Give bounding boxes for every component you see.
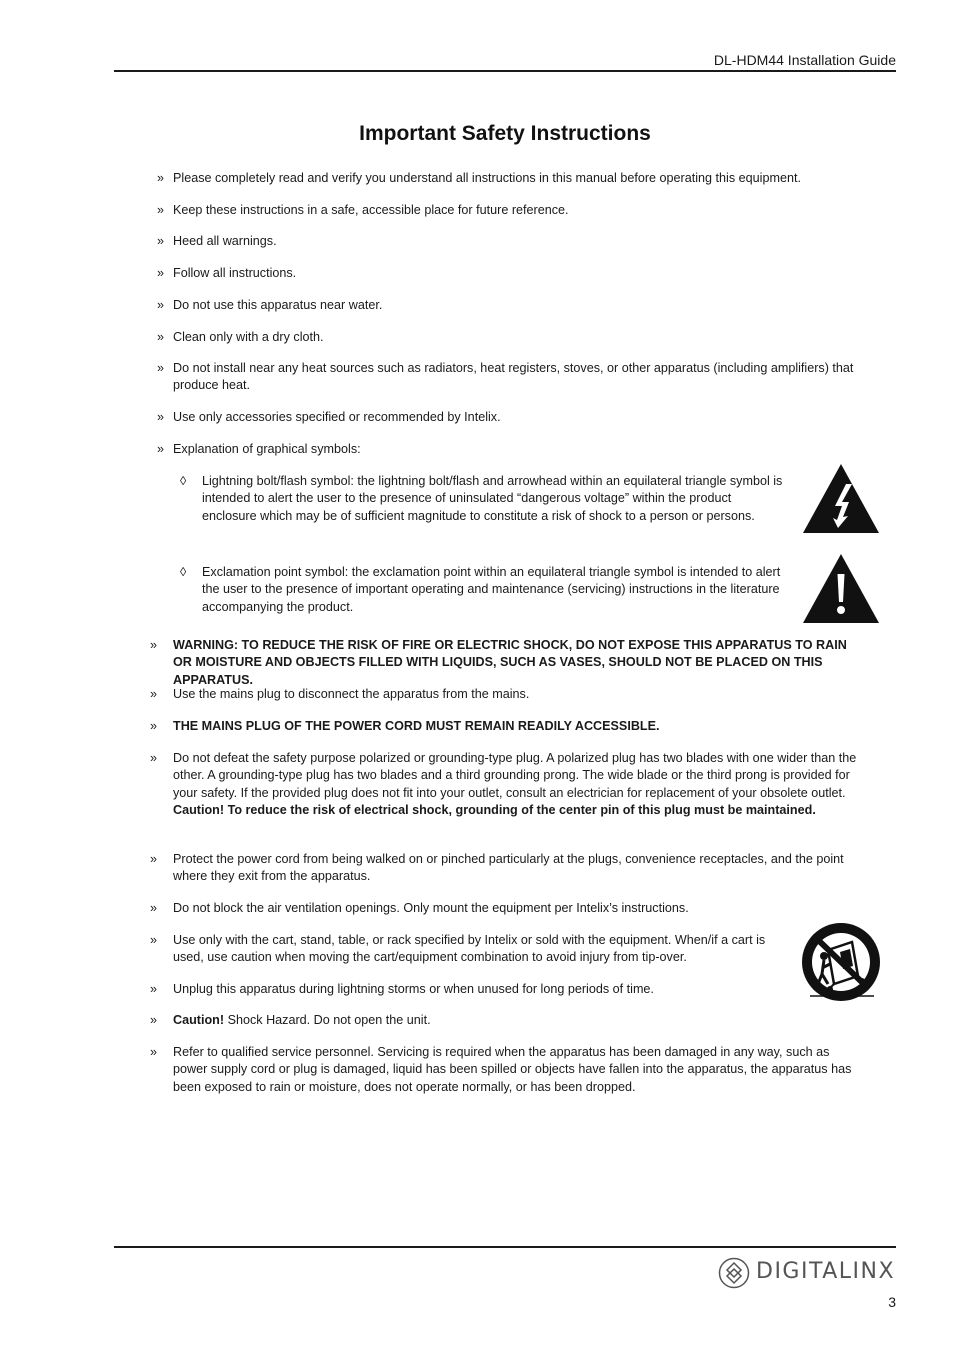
bullet: » — [157, 203, 165, 217]
bullet: » — [150, 751, 158, 765]
fire-shock-warning: WARNING: TO REDUCE THE RISK OF FIRE OR ELECTRIC SHOCK, DO NOT EXPOSE THIS APPARATUS TO RAIN OR MOISTURE AND OBJECTS FILLED WITH LIQUIDS, SUCH AS VASES, SHOULD NOT BE PLACED ON THIS APPARATUS. — [173, 638, 847, 687]
polarized-plug-caution: Caution! To reduce the risk of electrical shock, grounding of the center pin of this plug must be maintained. — [173, 803, 816, 818]
bullet: » — [157, 442, 165, 456]
bullet: » — [150, 1045, 158, 1059]
brand-mark-icon — [718, 1257, 750, 1289]
shock-caution-label: Caution! — [173, 1013, 225, 1027]
exclamation-warning-icon — [802, 552, 880, 624]
bullet: » — [150, 852, 158, 866]
digitalinx-logo — [718, 1256, 898, 1290]
list-item: Use the mains plug to disconnect the apparatus from the mains. — [173, 687, 530, 701]
lightning-warning-icon — [802, 462, 880, 534]
shock-caution-text: Shock Hazard. Do not open the unit. — [224, 1013, 431, 1027]
bullet: » — [150, 1013, 158, 1027]
bullet: » — [157, 361, 165, 375]
bullet: » — [150, 982, 158, 996]
bullet: » — [157, 330, 165, 344]
symbol-description-lightning: Lightning bolt/flash symbol: the lightning bolt/flash and arrowhead within an equilateral triangle symbol is intended to alert the user to the presence of uninsulated “dangerous voltage” within the product enclosure which may be of sufficient magnitude to constitute a risk of shock to a person or persons. — [202, 474, 783, 523]
bullet: » — [157, 410, 165, 424]
symbol-description-exclamation: Exclamation point symbol: the exclamation point within an equilateral triangle symbol is intended to alert the user to the presence of important operating and maintenance (servicing) instructions in the literature accompanying the product. — [202, 565, 781, 614]
list-item: Unplug this apparatus during lightning storms or when unused for long periods of time. — [173, 982, 654, 996]
list-item: Refer to qualified service personnel. Servicing is required when the apparatus has been damaged in any way, such as power supply cord or plug is damaged, liquid has been spilled or objects have fallen into the apparatus, the apparatus has been exposed to rain or moisture, does not operate normally, or has been dropped. — [173, 1045, 852, 1094]
page-number: 3 — [888, 1294, 896, 1310]
list-item: Clean only with a dry cloth. — [173, 330, 324, 344]
bullet: » — [150, 933, 158, 947]
bullet: » — [150, 719, 158, 733]
list-item: Do not block the air ventilation openings. Only mount the equipment per Intelix’s instructions. — [173, 901, 689, 915]
list-item: Explanation of graphical symbols: — [173, 442, 361, 456]
footer-rule — [114, 1246, 896, 1248]
sub-bullet: ◊ — [180, 474, 187, 488]
list-item: Protect the power cord from being walked on or pinched particularly at the plugs, convenience receptacles, and the point where they exit from the apparatus. — [173, 852, 844, 884]
bullet: » — [157, 171, 165, 185]
list-item — [173, 750, 863, 820]
bullet: » — [157, 298, 165, 312]
list-item: Use only with the cart, stand, table, or rack specified by Intelix or sold with the equipment. When/if a cart is used, use caution when moving the cart/equipment combination to avoid injury from tip-over. — [173, 933, 766, 965]
list-item — [173, 1012, 863, 1029]
sub-bullet: ◊ — [180, 565, 187, 579]
list-item: Keep these instructions in a safe, accessible place for future reference. — [173, 203, 569, 217]
list-item: Use only accessories specified or recommended by Intelix. — [173, 410, 501, 424]
bullet: » — [150, 687, 158, 701]
bullet: » — [150, 638, 158, 652]
page-title: Important Safety Instructions — [359, 122, 651, 145]
list-item: Do not install near any heat sources such as radiators, heat registers, stoves, or other apparatus (including amplifiers) that produce heat. — [173, 361, 854, 393]
document-title: DL-HDM44 Installation Guide — [713, 52, 896, 68]
list-item: Follow all instructions. — [173, 266, 297, 280]
list-item: Heed all warnings. — [173, 234, 277, 248]
list-item: Please completely read and verify you understand all instructions in this manual before operating this equipment. — [173, 171, 801, 185]
polarized-plug-text: Do not defeat the safety purpose polarized or grounding-type plug. A polarized plug has two blades with one wider than the other. A grounding-type plug has two blades and a third grounding prong. The wide blade or the third prong is provided for your safety. If the provided plug does not fit into your outlet, consult an electrician for replacement of your obsolete outlet. — [173, 751, 857, 800]
mains-accessible-warning: THE MAINS PLUG OF THE POWER CORD MUST REMAIN READILY ACCESSIBLE. — [173, 719, 660, 733]
header-rule — [114, 70, 896, 72]
list-item: Do not use this apparatus near water. — [173, 298, 383, 312]
bullet: » — [157, 266, 165, 280]
bullet: » — [150, 901, 158, 915]
brand-wordmark: DIGITALINX — [756, 1259, 896, 1284]
bullet: » — [157, 234, 165, 248]
